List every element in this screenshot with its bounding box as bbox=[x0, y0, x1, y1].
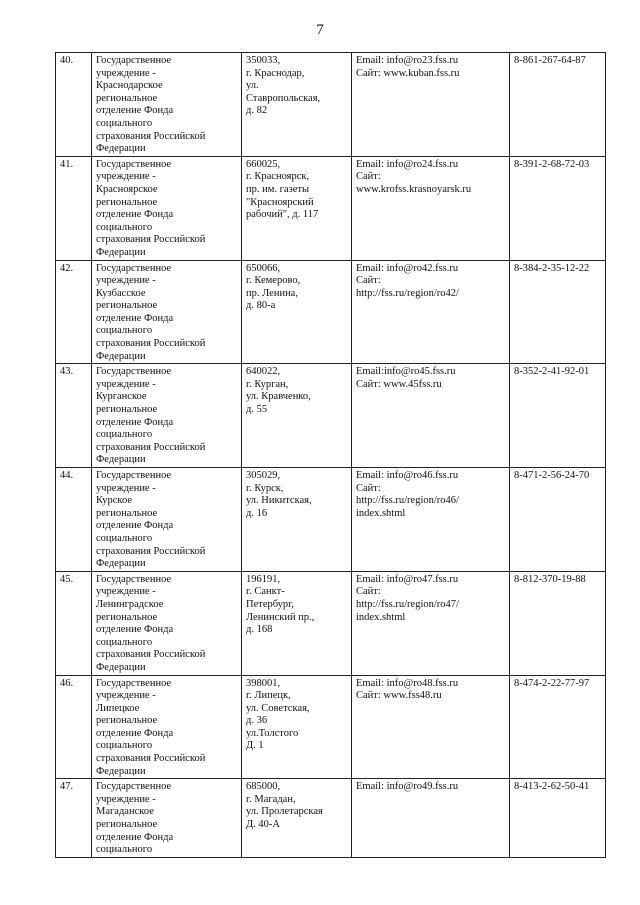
organization-name-cell bbox=[92, 53, 242, 157]
organization-name: Государственное учреждение - Краснодарское региональное отделение Фонда социального страхования Российской Федерации bbox=[96, 55, 206, 155]
phone-number-cell bbox=[510, 156, 606, 260]
organization-name: Государственное учреждение - Курганское региональное отделение Фонда социального страхования Российской Федерации bbox=[96, 366, 206, 466]
organization-name: Государственное учреждение - Ленинградское региональное отделение Фонда социального страхования Российской Федерации bbox=[96, 573, 206, 673]
postal-address: 640022, г. Курган, ул. Кравченко, д. 55 bbox=[246, 366, 311, 416]
organization-name: Государственное учреждение - Кузбасское региональное отделение Фонда социального страхования Российской Федерации bbox=[96, 262, 206, 362]
email-website: Email: info@ro48.fss.ru Сайт: www.fss48.ru bbox=[356, 677, 459, 702]
table-row bbox=[56, 156, 606, 260]
organization-name-cell bbox=[92, 260, 242, 364]
email-website-cell bbox=[352, 779, 510, 858]
table-row bbox=[56, 260, 606, 364]
email-website: Email: info@ro46.fss.ru Сайт: http://fss.ru/region/ro46/ index.shtml bbox=[356, 470, 459, 519]
row-number-cell bbox=[56, 260, 92, 364]
table-row bbox=[56, 675, 606, 779]
organization-name-cell bbox=[92, 571, 242, 675]
email-website-cell bbox=[352, 260, 510, 364]
phone-number-cell bbox=[510, 675, 606, 779]
row-number-cell bbox=[56, 779, 92, 858]
row-number-cell bbox=[56, 675, 92, 779]
postal-address: 305029, г. Курск, ул. Никитская, д. 16 bbox=[246, 470, 312, 519]
email-website: Email: info@ro24.fss.ru Сайт: www.krofss.krasnoyarsk.ru bbox=[356, 158, 472, 195]
organization-name: Государственное учреждение - Красноярское региональное отделение Фонда социального страхования Российской Федерации bbox=[96, 158, 206, 258]
postal-address: 650066, г. Кемерово, пр. Ленина, д. 80-а bbox=[246, 262, 301, 312]
organization-name: Государственное учреждение - Липецкое региональное отделение Фонда социального страхования Российской Федерации bbox=[96, 677, 206, 777]
organization-name-cell bbox=[92, 675, 242, 779]
row-number: 40. bbox=[60, 55, 74, 66]
fss-offices-table bbox=[55, 52, 606, 858]
row-number: 41. bbox=[60, 158, 74, 170]
postal-address: 660025, г. Красноярск, пр. им. газеты "Красноярский рабочий", д. 117 bbox=[246, 158, 319, 221]
row-number: 44. bbox=[60, 470, 74, 481]
postal-address-cell bbox=[242, 468, 352, 572]
email-website: Email:info@ro45.fss.ru Сайт: www.45fss.ru bbox=[356, 366, 456, 390]
email-website-cell bbox=[352, 468, 510, 572]
postal-address: 196191, г. Санкт- Петербург, Ленинский пр., д. 168 bbox=[246, 573, 315, 636]
postal-address-cell bbox=[242, 53, 352, 157]
phone-number: 8-471-2-56-24-70 bbox=[514, 470, 590, 481]
organization-name-cell bbox=[92, 364, 242, 468]
email-website-cell bbox=[352, 364, 510, 468]
table-row bbox=[56, 364, 606, 468]
postal-address-cell bbox=[242, 779, 352, 858]
phone-number: 8-812-370-19-88 bbox=[514, 573, 586, 585]
phone-number: 8-474-2-22-77-97 bbox=[514, 677, 590, 689]
phone-number-cell bbox=[510, 468, 606, 572]
row-number: 43. bbox=[60, 366, 74, 378]
row-number: 46. bbox=[60, 677, 74, 689]
phone-number-cell bbox=[510, 260, 606, 364]
phone-number: 8-384-2-35-12-22 bbox=[514, 262, 590, 274]
postal-address: 685000, г. Магадан, ул. Пролетарская Д. 40-А bbox=[246, 781, 323, 831]
phone-number-cell bbox=[510, 364, 606, 468]
email-website: Email: info@ro23.fss.ru Сайт: www.kuban.fss.ru bbox=[356, 55, 460, 79]
email-website-cell bbox=[352, 571, 510, 675]
email-website-cell bbox=[352, 156, 510, 260]
row-number-cell bbox=[56, 53, 92, 157]
email-website-cell bbox=[352, 53, 510, 157]
postal-address-cell bbox=[242, 260, 352, 364]
postal-address-cell bbox=[242, 675, 352, 779]
postal-address: 398001, г. Липецк, ул. Советская, д. 36 ул.Толстого Д. 1 bbox=[246, 677, 310, 752]
email-website: Email: info@ro47.fss.ru Сайт: http://fss.ru/region/ro47/ index.shtml bbox=[356, 573, 459, 623]
postal-address-cell bbox=[242, 156, 352, 260]
email-website-cell bbox=[352, 675, 510, 779]
postal-address: 350033, г. Краснодар, ул. Ставропольская, д. 82 bbox=[246, 55, 321, 117]
organization-name: Государственное учреждение - Курское региональное отделение Фонда социального страхования Российской Федерации bbox=[96, 470, 206, 570]
table-row bbox=[56, 468, 606, 572]
row-number-cell bbox=[56, 571, 92, 675]
phone-number: 8-861-267-64-87 bbox=[514, 55, 586, 66]
phone-number-cell bbox=[510, 53, 606, 157]
postal-address-cell bbox=[242, 571, 352, 675]
row-number: 47. bbox=[60, 781, 74, 793]
phone-number: 8-352-2-41-92-01 bbox=[514, 366, 590, 378]
table-row bbox=[56, 779, 606, 858]
row-number: 42. bbox=[60, 262, 74, 274]
phone-number-cell bbox=[510, 779, 606, 858]
organization-name: Государственное учреждение - Магаданское региональное отделение Фонда социального bbox=[96, 781, 174, 856]
page-number: 7 bbox=[316, 22, 324, 38]
phone-number: 8-391-2-68-72-03 bbox=[514, 158, 590, 170]
phone-number-cell bbox=[510, 571, 606, 675]
email-website: Email: info@ro42.fss.ru Сайт: http://fss.ru/region/ro42/ bbox=[356, 262, 459, 299]
table-row bbox=[56, 571, 606, 675]
organization-name-cell bbox=[92, 468, 242, 572]
email-website: Email: info@ro49.fss.ru bbox=[356, 781, 459, 793]
organization-name-cell bbox=[92, 156, 242, 260]
phone-number: 8-413-2-62-50-41 bbox=[514, 781, 590, 793]
row-number-cell bbox=[56, 364, 92, 468]
table-row bbox=[56, 53, 606, 157]
organization-name-cell bbox=[92, 779, 242, 858]
postal-address-cell bbox=[242, 364, 352, 468]
row-number-cell bbox=[56, 156, 92, 260]
row-number: 45. bbox=[60, 573, 74, 585]
row-number-cell bbox=[56, 468, 92, 572]
